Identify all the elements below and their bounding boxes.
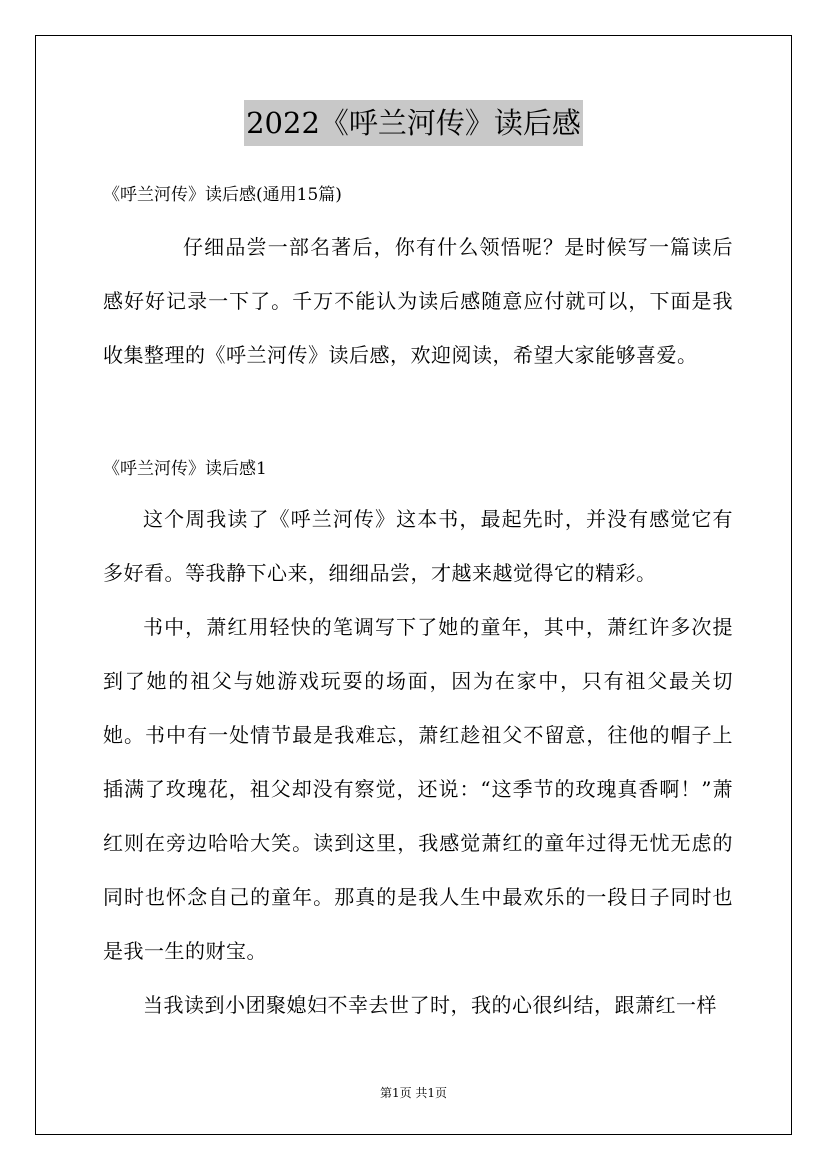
title-container bbox=[0, 100, 827, 146]
page-footer: 第1页 共1页 bbox=[379, 1086, 448, 1100]
section-heading: 《呼兰河传》读后感1 bbox=[103, 459, 267, 479]
document-title: 2022《呼兰河传》读后感 bbox=[244, 100, 583, 146]
body-paragraph-3: 当我读到小团聚媳妇不幸去世了时，我的心很纠结，跟萧红一样 bbox=[143, 993, 717, 1017]
document-subtitle: 《呼兰河传》读后感(通用15篇) bbox=[103, 185, 342, 205]
body-paragraph-2: 书中，萧红用轻快的笔调写下了她的童年，其中，萧红许多次提到了她的祖父与她游戏玩耍的场面，因为在家中，只有祖父最关切她。书中有一处情节最是我难忘，萧红趁祖父不留意，往他的帽子上插满了玫瑰花，祖父却没有察觉，还说：“这季节的玫瑰真香啊！”萧红则在旁边哈哈大笑。读到这里，我感觉萧红的童年过得无忧无虑的同时也怀念自己的童年。那真的是我人生中最欢乐的一段日子同时也是我一生的财宝。 bbox=[103, 615, 733, 963]
intro-paragraph: 仔细品尝一部名著后，你有什么领悟呢？是时候写一篇读后感好好记录一下了。千万不能认为读后感随意应付就可以，下面是我收集整理的《呼兰河传》读后感，欢迎阅读，希望大家能够喜爱。 bbox=[103, 235, 733, 367]
body-paragraph-1: 这个周我读了《呼兰河传》这本书，最起先时，并没有感觉它有多好看。等我静下心来，细细品尝，才越来越觉得它的精彩。 bbox=[103, 507, 733, 585]
